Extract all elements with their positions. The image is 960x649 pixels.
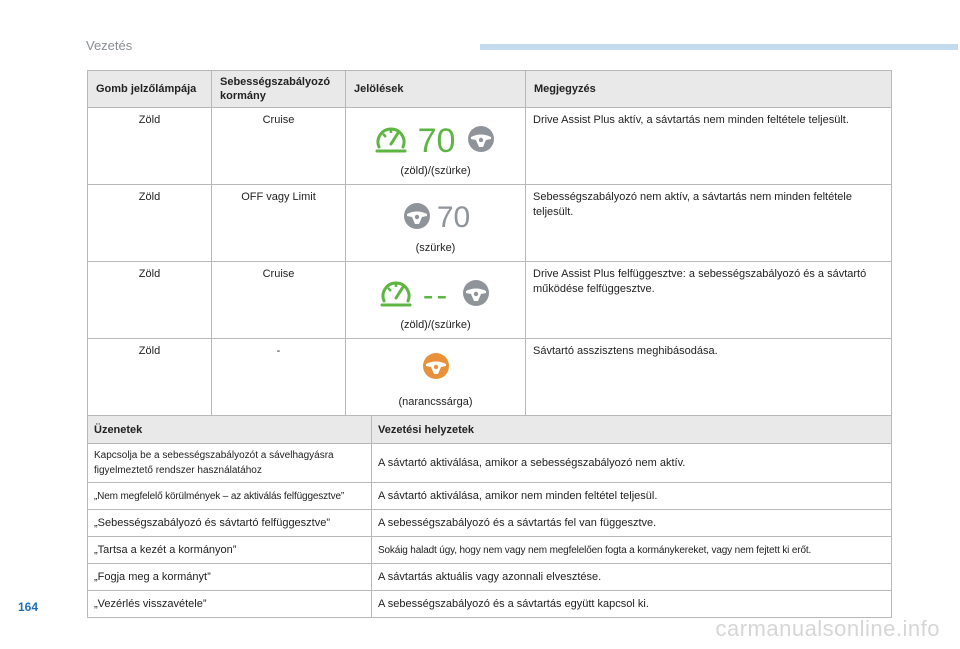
indication-label: (szürke) [415, 242, 456, 254]
message-cell: „Nem megfelelő körülmények – az aktiválás felfüggesztve” [88, 483, 372, 510]
lamp-cell: Zöld [88, 108, 212, 185]
indication-label: (zöld)/(szürke) [400, 319, 471, 331]
control-cell: Cruise [212, 108, 346, 185]
page-number: 164 [18, 600, 39, 614]
indication-label: (zöld)/(szürke) [400, 165, 471, 177]
situation-cell: Sokáig haladt úgy, hogy nem vagy nem megfelelően fogta a kormánykereket, vagy nem fejtett ki erőt. [372, 537, 892, 564]
header-control: Sebességszabályozó kormány [212, 71, 346, 108]
note-cell: Drive Assist Plus aktív, a sávtartás nem minden feltétele teljesült. [526, 108, 892, 185]
indication-cell [346, 108, 526, 185]
situation-cell: A sávtartó aktiválása, amikor a sebességszabályozó nem aktív. [372, 444, 892, 483]
control-cell: OFF vagy Limit [212, 185, 346, 262]
message-cell: „Vezérlés visszavétele” [88, 591, 372, 618]
speed-value: 70 [417, 122, 456, 160]
table-row [88, 483, 892, 510]
indication-cell [346, 262, 526, 339]
note-cell: Sávtartó asszisztens meghibásodása. [526, 339, 892, 416]
header-situations: Vezetési helyzetek [372, 416, 892, 444]
note-cell: Sebességszabályozó nem aktív, a sávtartás nem minden feltétele teljesült. [526, 185, 892, 262]
lamp-cell: Zöld [88, 185, 212, 262]
table-row [88, 444, 892, 483]
section-title: Vezetés [86, 38, 133, 53]
table-row [88, 537, 892, 564]
messages-table [87, 415, 892, 618]
situation-cell: A sebességszabályozó és a sávtartás fel van függesztve. [372, 510, 892, 537]
table-row [88, 108, 892, 185]
situation-cell: A sávtartó aktiválása, amikor nem minden feltétel teljesül. [372, 483, 892, 510]
header-note: Megjegyzés [526, 71, 892, 108]
situation-cell: A sávtartás aktuális vagy azonnali elvesztése. [372, 564, 892, 591]
speed-dashes: -- [422, 277, 451, 313]
table-row [88, 564, 892, 591]
speed-value: 70 [436, 201, 471, 234]
table-row [88, 262, 892, 339]
header-messages: Üzenetek [88, 416, 372, 444]
cruise-control-gauge-icon [374, 122, 408, 161]
cruise-control-gauge-icon [379, 276, 413, 315]
messages-table-header [88, 416, 892, 444]
control-cell: - [212, 339, 346, 416]
table-row [88, 185, 892, 262]
situation-cell: A sebességszabályozó és a sávtartás együtt kapcsol ki. [372, 591, 892, 618]
table-row [88, 591, 892, 618]
steering-wheel-icon [465, 123, 497, 160]
message-cell: „Tartsa a kezét a kormányon” [88, 537, 372, 564]
indicator-table-header [88, 71, 892, 108]
steering-wheel-icon [460, 277, 492, 314]
table-row [88, 510, 892, 537]
steering-wheel-icon [401, 200, 433, 237]
header-indications: Jelölések [346, 71, 526, 108]
header-lamp: Gomb jelzőlámpája [88, 71, 212, 108]
watermark: carmanualsonline.info [715, 616, 940, 641]
control-cell: Cruise [212, 262, 346, 339]
header-bar [480, 44, 958, 50]
steering-wheel-orange-icon [420, 350, 452, 387]
lamp-cell: Zöld [88, 339, 212, 416]
indicator-table [87, 70, 892, 416]
note-cell: Drive Assist Plus felfüggesztve: a sebességszabályozó és a sávtartó működése felfüggesztve. [526, 262, 892, 339]
lamp-cell: Zöld [88, 262, 212, 339]
message-cell: „Fogja meg a kormányt” [88, 564, 372, 591]
indication-cell [346, 185, 526, 262]
message-cell: „Sebességszabályozó és sávtartó felfüggesztve” [88, 510, 372, 537]
indication-label: (narancssárga) [398, 396, 473, 408]
message-cell: Kapcsolja be a sebességszabályozót a sávelhagyásra figyelmeztető rendszer használatához [88, 444, 372, 483]
indication-cell [346, 339, 526, 416]
table-row [88, 339, 892, 416]
